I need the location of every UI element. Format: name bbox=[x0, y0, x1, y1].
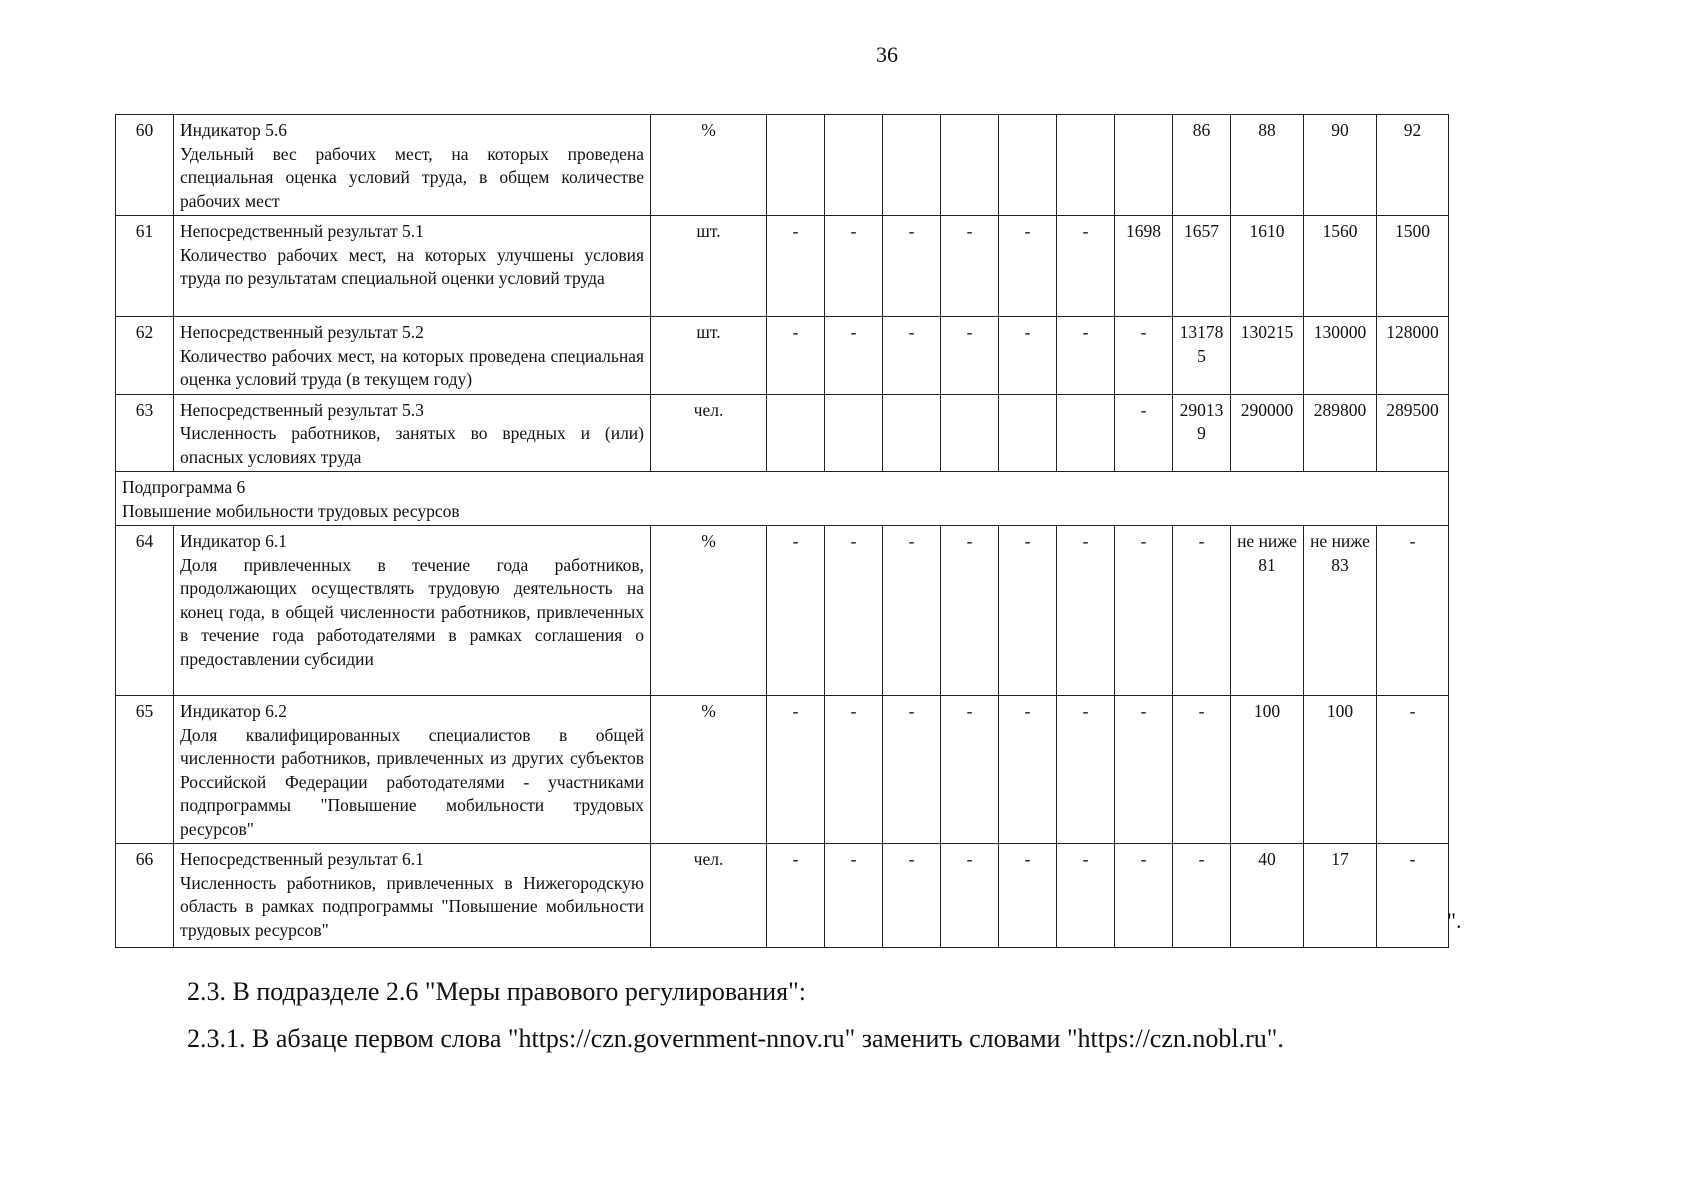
table-cell bbox=[825, 394, 883, 472]
row-unit: % bbox=[651, 696, 767, 844]
row-text: Численность работников, привлеченных в Нижегородскую область в рамках подпрограммы "Повышение мобильности трудовых ресурсов" bbox=[180, 872, 644, 940]
table-cell: - bbox=[767, 526, 825, 696]
table-cell: - bbox=[999, 216, 1057, 317]
row-text: Количество рабочих мест, на которых проведена специальная оценка условий труда (в текущем году) bbox=[180, 345, 644, 389]
table-cell: 1560 bbox=[1304, 216, 1377, 317]
table-cell: - bbox=[941, 696, 999, 844]
row-title: Индикатор 6.2 bbox=[180, 701, 287, 721]
table-cell: 128000 bbox=[1377, 317, 1449, 395]
table-cell: 88 bbox=[1231, 115, 1304, 216]
row-title: Непосредственный результат 6.1 bbox=[180, 849, 424, 869]
closing-quote: ". bbox=[1447, 908, 1462, 933]
table-cell: - bbox=[1115, 394, 1173, 472]
table-cell: 130000 bbox=[1304, 317, 1377, 395]
row-description bbox=[174, 115, 651, 216]
table-cell bbox=[1115, 115, 1173, 216]
row-title: Непосредственный результат 5.1 bbox=[180, 221, 424, 241]
indicators-table bbox=[115, 114, 1449, 948]
table-cell: - bbox=[825, 696, 883, 844]
table-cell bbox=[883, 115, 941, 216]
row-unit: чел. bbox=[651, 394, 767, 472]
table-cell: 130215 bbox=[1231, 317, 1304, 395]
table-cell: 289500 bbox=[1377, 394, 1449, 472]
row-text: Удельный вес рабочих мест, на которых проведена специальная оценка условий труда, в общем количестве рабочих мест bbox=[180, 143, 644, 211]
table-cell: не ниже 81 bbox=[1231, 526, 1304, 696]
table-cell bbox=[767, 115, 825, 216]
table-cell: - bbox=[883, 216, 941, 317]
table-cell: - bbox=[767, 844, 825, 948]
table-row bbox=[116, 394, 1449, 472]
paragraph-2-3-1: 2.3.1. В абзаце первом слова "https://czn.government-nnov.ru" заменить словами "https://czn.nobl.ru". bbox=[187, 1024, 1284, 1053]
table-cell: - bbox=[1057, 216, 1115, 317]
row-number: 61 bbox=[116, 216, 174, 317]
table-cell: - bbox=[999, 696, 1057, 844]
table-cell: - bbox=[883, 696, 941, 844]
table-row bbox=[116, 526, 1449, 696]
table-cell: не ниже 83 bbox=[1304, 526, 1377, 696]
page-number: 36 bbox=[876, 42, 898, 67]
table-cell: - bbox=[1115, 696, 1173, 844]
row-description bbox=[174, 216, 651, 317]
row-title: Индикатор 6.1 bbox=[180, 531, 287, 551]
table-cell: 90 bbox=[1304, 115, 1377, 216]
row-unit: чел. bbox=[651, 844, 767, 948]
table-cell: 40 bbox=[1231, 844, 1304, 948]
table-cell: - bbox=[1377, 526, 1449, 696]
table-cell: - bbox=[825, 216, 883, 317]
row-unit: % bbox=[651, 526, 767, 696]
row-text: Численность работников, занятых во вредных и (или) опасных условиях труда bbox=[180, 423, 644, 467]
table-cell: - bbox=[941, 844, 999, 948]
row-number: 66 bbox=[116, 844, 174, 948]
table-cell: - bbox=[883, 526, 941, 696]
table-cell: - bbox=[767, 696, 825, 844]
row-description bbox=[174, 317, 651, 395]
table-cell: - bbox=[883, 317, 941, 395]
table-cell: - bbox=[825, 844, 883, 948]
table-cell bbox=[999, 115, 1057, 216]
table-cell: - bbox=[1057, 526, 1115, 696]
table-cell: - bbox=[1057, 696, 1115, 844]
table-cell: - bbox=[941, 526, 999, 696]
row-unit: % bbox=[651, 115, 767, 216]
table-cell: - bbox=[883, 844, 941, 948]
row-unit: шт. bbox=[651, 317, 767, 395]
table-cell: - bbox=[767, 317, 825, 395]
subprogram-title: Повышение мобильности трудовых ресурсов bbox=[122, 500, 460, 521]
table-cell: - bbox=[1057, 317, 1115, 395]
row-description bbox=[174, 526, 651, 696]
table-cell: - bbox=[1115, 526, 1173, 696]
table-cell: 1500 bbox=[1377, 216, 1449, 317]
row-description bbox=[174, 696, 651, 844]
table-cell: 290000 bbox=[1231, 394, 1304, 472]
table-cell bbox=[1057, 394, 1115, 472]
table-cell: 86 bbox=[1173, 115, 1231, 216]
table-cell: 100 bbox=[1231, 696, 1304, 844]
table-cell: - bbox=[941, 317, 999, 395]
table-cell: - bbox=[825, 317, 883, 395]
row-title: Индикатор 5.6 bbox=[180, 120, 287, 140]
row-description bbox=[174, 844, 651, 948]
table-cell: 92 bbox=[1377, 115, 1449, 216]
table-cell: 17 bbox=[1304, 844, 1377, 948]
table-cell: - bbox=[999, 526, 1057, 696]
table-cell: - bbox=[941, 216, 999, 317]
row-title: Непосредственный результат 5.2 bbox=[180, 322, 424, 342]
table-row bbox=[116, 317, 1449, 395]
table-cell: 290139 bbox=[1173, 394, 1231, 472]
table-cell: - bbox=[1115, 844, 1173, 948]
table-cell: - bbox=[1115, 317, 1173, 395]
table-cell: 100 bbox=[1304, 696, 1377, 844]
row-unit: шт. bbox=[651, 216, 767, 317]
table-cell: - bbox=[1173, 526, 1231, 696]
row-description bbox=[174, 394, 651, 472]
row-number: 60 bbox=[116, 115, 174, 216]
table-cell bbox=[825, 115, 883, 216]
table-cell: - bbox=[825, 526, 883, 696]
table-cell: 1698 bbox=[1115, 216, 1173, 317]
table-cell: - bbox=[1377, 844, 1449, 948]
row-text: Доля квалифицированных специалистов в общей численности работников, привлеченных из других субъектов Российской Федерации работодателями - участниками подпрограммы "Повышение мобильности трудовых ресурсов" bbox=[180, 724, 644, 839]
row-number: 65 bbox=[116, 696, 174, 844]
table-cell bbox=[767, 394, 825, 472]
table-cell: - bbox=[1173, 696, 1231, 844]
table-cell: - bbox=[999, 844, 1057, 948]
table-row bbox=[116, 844, 1449, 948]
table-cell: - bbox=[1377, 696, 1449, 844]
subprogram-header bbox=[116, 472, 1449, 526]
table-cell: 131785 bbox=[1173, 317, 1231, 395]
paragraph-2-3: 2.3. В подразделе 2.6 "Меры правового регулирования": bbox=[187, 977, 806, 1006]
table-cell: - bbox=[1057, 844, 1115, 948]
table-row bbox=[116, 216, 1449, 317]
table-cell: - bbox=[999, 317, 1057, 395]
subprogram-header-row bbox=[116, 472, 1449, 526]
table-cell: 1657 bbox=[1173, 216, 1231, 317]
subprogram-number: Подпрограмма 6 bbox=[122, 477, 246, 497]
table-cell bbox=[1057, 115, 1115, 216]
table-row bbox=[116, 696, 1449, 844]
row-number: 63 bbox=[116, 394, 174, 472]
table-cell: - bbox=[1173, 844, 1231, 948]
row-text: Доля привлеченных в течение года работников, продолжающих осуществлять трудовую деятельность на конец года, в общей численности работников, привлеченных в течение года работодателями в рамках соглашения о предоставлении субсидии bbox=[180, 554, 644, 669]
table-cell bbox=[941, 394, 999, 472]
table-cell bbox=[883, 394, 941, 472]
table-cell bbox=[999, 394, 1057, 472]
table-row bbox=[116, 115, 1449, 216]
row-title: Непосредственный результат 5.3 bbox=[180, 399, 424, 420]
row-number: 64 bbox=[116, 526, 174, 696]
table-cell: 1610 bbox=[1231, 216, 1304, 317]
table-cell: - bbox=[767, 216, 825, 317]
table-cell bbox=[941, 115, 999, 216]
row-number: 62 bbox=[116, 317, 174, 395]
row-text: Количество рабочих мест, на которых улучшены условия труда по результатам специальной оценки условий труда bbox=[180, 244, 644, 288]
table-cell: 289800 bbox=[1304, 394, 1377, 472]
